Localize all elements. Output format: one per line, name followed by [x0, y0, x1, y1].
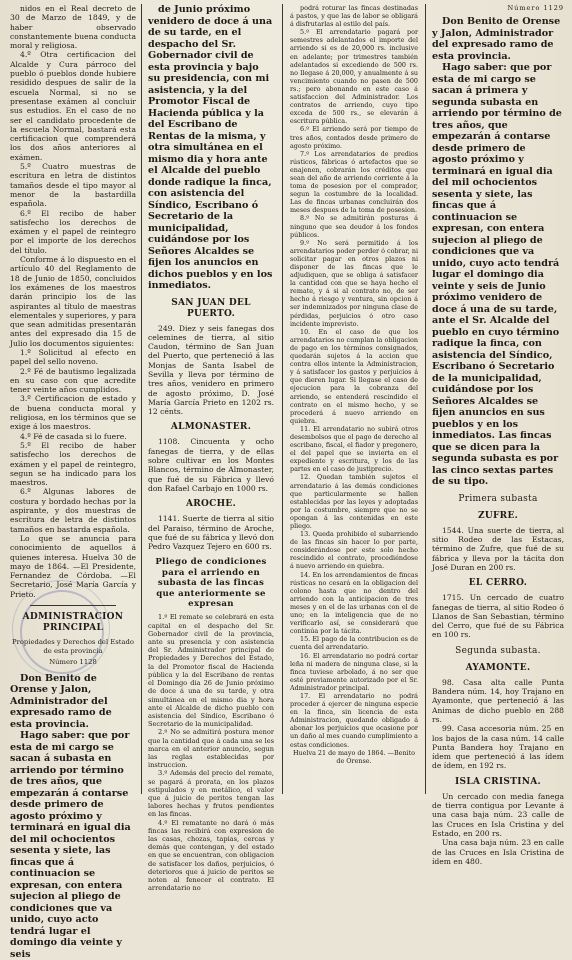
condition: 1.º El remate se celebrará en esta capital en el despacho del Sr. Gobernador civil de la provincia, ante su presencia y con asistencia del Sr. Administrador principal de Propiedades y Derechos del Estado, la del Promotor fiscal de Hacienda pública y la del Escribano de rentas el Domingo dia 26 de Junio próximo de doce á una de su tarde, y otra simultánea en el mismo dia y hora ante el Alcalde de dicho pueblo con asistencia del Síndico, Escribano ó Secretario de la municipalidad. — [148, 613, 274, 729]
number-label: Número 1129 — [507, 4, 564, 12]
paragraph: 4.º Otra certificacion del Alcalde y Cura párroco del pueblo ó pueblos donde hubiere residido despues de salir de la escuela Normal, si no se presentase exámen al concluir sus estudios. En el caso de no ser el candidato procedente de la escuela Normal, bastará esta certificacion que comprenderá los dos años anteriores al exámen. — [10, 50, 136, 162]
paragraph: 4.º Fé de casada si lo fuere. — [20, 431, 127, 441]
date-signature: Huelva 21 de mayo de 1864. —Benito de Orense. — [292, 748, 416, 765]
property-entry: 1715. Un cercado de cuatro fanegas de tierra, al sitio Rodeo ó Llanos de San Sebastian, término del Cerro, que fué de su Fábrica en 100 rs. — [432, 593, 564, 640]
paragraph: 6.º Algunas labores de costura y bordado hechas por la aspirante, y dos muestras de escritura de letra de distintos tamaños en bastarda española. — [10, 487, 136, 534]
town-heading: AROCHE. — [185, 499, 237, 510]
property-entry: Una casa baja núm. 23 en calle de las Cruces en Isla Cristina de ídem en 480. — [432, 838, 564, 866]
section-subtitle: Propiedades y Derechos del Estado de esta provincia — [12, 638, 134, 656]
property-entry: 1544. Una suerte de tierra, al sitio Rodeo de las Estacas, término de Zufre, que fué de su fábrica y lleva por la tácita don José Duran en 200 rs. — [432, 525, 564, 572]
property-entry: 1141. Suerte de tierra al sitio del Paraiso, término de Aroche, que fué de su fábrica y llevó don Pedro Vazquez Tejero en 600 rs. — [148, 514, 274, 552]
announcement-continued: de Junio próximo venidero de doce á una de su tarde, en el despacho del Sr. Gobernador civil de esta provincia y bajo su presidencia, con mi asistencia, y la del Promotor Fiscal de Hacienda pública y la del Escribano de Rentas de la misma, y otra simultánea en el mismo dia y hora ante el Alcalde del pueblo donde radique la finca, con asistencia del Síndico, Escribano ó Secretario de la municipalidad, cuidándose por los Señores Alcaldes se fijen los anuncios en dichos pueblos y en los inmediatos. — [148, 4, 273, 291]
announcement-body: Hago saber: que por esta de mi cargo se sacan á primera y segunda subasta en arriendo por término de tres años, que empezarán á contarse desde primero de agosto próximo y terminará en igual dia del mil ochocientos sesenta y siete, las fincas que á continuacion se expresan, con entera sujecion al pliego de condiciones que va unido, cuyo acto tendrá lugar el domingo dia veinte y seis de Junio próximo venidero de doce á una de su tarde, ante el Sr. Alcalde del pueblo en cuyo término radique la finca, con asistencia del Síndico, Escribano ó Secretario de la municipalidad, cuidándose por los Señores Alcaldes se fijen anuncios en sus pueblos y en los inmediatos. Las fincas que se dicen para la segunda subasta es por las cinco sextas partes de su tipo. — [432, 62, 562, 488]
administrator-intro: Don Benito de Orense y Jalon, Administrador del expresado ramo de esta provincia. — [10, 672, 112, 730]
announcement-body: Hago saber: que por esta de mi cargo se sacan á subasta en arriendo por término de tres años, que empezarán á contarse desde primero de agosto próximo y terminará en igual dia del mil ochocientos sesenta y siete, las fincas que á continuacion se expresan, con entera sujecion al pliego de condiciones que va unido, cuyo acto tendrá lugar el domingo dia veinte y seis — [10, 730, 131, 960]
paragraph: 3.º Certificacion de estado y de buena conducta moral y religiosa, en los términos que se exige á los maestros. — [10, 394, 136, 432]
town-heading: AYAMONTE. — [465, 662, 531, 673]
condition: 14. En los arrendamientos de fincas rústicas no cesará en la obligacion del colono hasta que no dentro del arriendo con la anticipacion de tres meses y en el de las urbanas con el de uno; en la inteligencia que de no verificarlo así, se considerará que continúa por la tácita. — [290, 570, 418, 636]
town-heading: EL CERRO. — [468, 578, 528, 589]
condition: 6.º El arriendo será por tiempo de tres años, contados desde primero de agosto próximo. — [290, 125, 418, 150]
column-rule — [282, 4, 283, 794]
property-entry: Un cercado con media fanega de tierra contigua por Levante á una casa baja núm. 23 calle de las Cruces en Isla Cristina y del Estado, en 200 rs. — [432, 791, 564, 838]
column-3 — [290, 4, 418, 796]
column-4 — [432, 4, 564, 866]
conditions-heading: Pliego de condiciones para el arriendo en subasta de las fincas que anteriormente se expresan — [155, 557, 267, 610]
condition: 5.º El arrendatario pagará por semestres adelantados el importe del arriendo si es de 20,000 rs. inclusive en adelante; por trimestres también adelantados si excediendo de 500 rs. no llegase á 20,000, y anualmente á su vencimiento cuando no pasen de 500 rs.; pero abonando en este caso á satisfaccion del Administrador. Los contratos de arriendo, cuyo tipo exceda de 500 rs., se elevarán á escritura pública. — [290, 28, 418, 126]
town-heading: ISLA CRISTINA. — [455, 776, 541, 787]
section-title: ADMINISTRACION PRINCIPAL — [22, 612, 124, 633]
paragraph: Conforme á lo dispuesto en el artículo 40 del Reglamento de 18 de Junio de 1850, concluidos los exámenes de los maestros darán principio los de las aspirantes al título de maestras elementales y superiores, y para que sean admitidas presentarán antes del expresado dia 15 de Julio los documentos siguientes: — [10, 255, 136, 348]
condition: 11. El arrendatario no subirá otros desembolsos que el pago de derecho al escribano, fiscal, el fiador y pregonero, el del papel que se invierta en el expediente y escritura, y los de las partes en el caso de justiprecio. — [290, 424, 418, 474]
condition: 12. Quedan también sujetos el arrendatario á las demás condiciones que particularmente se hallen establecidas por las leyes y adoptadas por la costumbre, siempre que no se opongan á las contenidas en este pliego. — [290, 473, 418, 530]
column-rule — [141, 4, 142, 794]
administrator-intro: Don Benito de Orense y Jalon, Administrador del expresado ramo de esta provincia. — [432, 16, 561, 62]
paragraph: nidos en el Real decreto de 30 de Marzo de 1849, y de haber observado constantemente buena conducta moral y religiosa. — [10, 4, 136, 51]
auction-heading: Primera subasta — [458, 493, 538, 504]
condition: 7.º Los arrendatarios de predios rústicos, fábricas ó artefactos que se enajenen, cobrarán los créditos que sean del año de arriendo corriente á la toma de posesion por el comprador, segun la costumbre de la localidad. Las de fincas urbanas concluirán dos meses despues de la toma de posesion. — [290, 149, 418, 215]
property-entry: 99. Casa accesoria núm. 25 en los bajos de la casa núm. 14 calle Punta Bandera hoy Trajano en ídem que perteneció á las ídem de ídem, en 192 rs. — [432, 724, 564, 771]
property-entry: 249. Diez y seis fanegas dos celemines de tierra, al sitio Caudon, término de San Juan del Puerto, que perteneció á las Monjas de Santa Isabel de Sevilla y lleva por término de tres años, venidero en primero de agosto próximo, D. José María García Prieto en 1202 rs. 12 cénts. — [148, 323, 274, 417]
condition: 10. En el caso de que los arrendatarios no cumplan la obligacion de pago en los términos consignados, quedarán sujetos á la accion que contra ellos intente la Administracion, y á satisfacer los gastos y perjuicios á que dieren lugar. Si llegase el caso de ejecucion para la cobranza del arriendo, se entenderá rescindido el contrato en el mismo hecho, y se procederá á nuevo arriendo en quiebra. — [290, 327, 418, 425]
condition: 4.º El rematante no dará ó más fincas las recibirá con expresion de las casas, chozas, tapias, cercas y demás que contengan, y del estado en que se encuentran, con obligacion de satisfacer los daños, perjuicios, ó deterioros que á juicio de peritos se noten al fenecer el contrato. El arrendatario no — [148, 818, 274, 893]
paragraph: 5.º El recibo de haber satisfecho los derechos de exámen y el papel de reintegro, segun se ha indicado para los maestros. — [10, 440, 136, 488]
condition: 9.º No será permitido á los arrendatarios poder perder ó cobrar, ni solicitar pagar en otros plazos ni disponer de las fincas que le adjudiquen, que se obliga á satisfacer la cantidad con que se haya hecho el remate, y á si al contrato no, de ser hecho á riesgo y ventura, sin opcion á ser indemnizados por ninguna clase de pérdidas, perjuicios ó otro caso incidente imprevisto. — [290, 238, 418, 328]
signature-paragraph: Lo que se anuncia para conocimiento de aquellos á quienes interesa. Huelva 30 de mayo de 1864. —El Presidente, Fernandez de Córdoba. —El Secretario, José María García y Prieto. — [10, 533, 136, 599]
condition: 16. El arrendatario no podrá cortar leña ni madera de ninguna clase, si la finca tuviese arbolado, á no ser que esté previamente autorizado por el Sr. Administrador principal. — [290, 651, 418, 692]
town-heading: ALMONASTER. — [170, 422, 252, 433]
column-rule — [425, 4, 426, 794]
condition: 8.º No se admitirán posturas á ninguno que sea deudor á los fondos públicos. — [290, 214, 418, 239]
column-1 — [10, 4, 136, 960]
property-entry: 98. Casa alta calle Punta Bandera núm. 14, hoy Trajano en Ayamonte, que perteneció á las Animas de dicho pueblo en 288 rs. — [432, 677, 564, 724]
condition: 13. Queda prohibido el subarriendo de las fincas sin hacer lo por parte, considerándose por este solo hecho rescindido el contrato, procediéndose á nuevo arriendo en quiebra. — [290, 530, 418, 571]
paragraph: 5.º Cuatro muestras de escritura en letra de distintos tamaños desde el tipo mayor al menor de la bastardilla española. — [10, 162, 136, 209]
property-entry: 1108. Cincuenta y ocho fanegas de tierra, y de ellas sobre cultivar en los Montes Blancos, término de Almonaster, que fué de su Fábrica y llevó don Rafael Carbajo en 1000 rs. — [148, 437, 274, 493]
paragraph: 2.º Fé de bautismo legalizada en su caso con que acredite tener veinte años cumplidos. — [10, 366, 136, 395]
condition: 15. El pago de la contribucion es de cuenta del arrendatario. — [290, 635, 418, 652]
condition: 17. El arrendatario no podrá proceder á ejercer de ninguna especie en la finca, sin licencia de esta Administracion, quedando obligado á abonar los perjuicios que ocasione por un daño al mes cuando cumplimiento a estas condiciones. — [290, 691, 418, 749]
paragraph: 6.º El recibo de haber satisfecho los derechos de exámen y el papel de reintegro por el importe de los derechos del título. — [10, 208, 136, 255]
divider — [30, 605, 116, 606]
auction-heading: Segunda subasta. — [455, 645, 541, 656]
section-number: Número 1128 — [49, 657, 97, 666]
condition: podrá roturar las fincas destinadas á pastos, y que las de labor se obligará á disfrutarlas al estilo del país. — [290, 4, 418, 29]
town-heading: ZUFRE. — [477, 510, 519, 521]
column-2 — [148, 4, 274, 893]
condition: 3.º Además del precio del remate, se pagará á prorata, en los plazos estipulados y en metálico, el valor que á juicio de peritos tengan las labores hechas y frutos pendientes en las fincas. — [148, 769, 274, 819]
town-heading: SAN JUAN DEL PUERTO. — [171, 297, 251, 319]
condition: 2.º No se admitirá postura menor que la cantidad que á cada una se les marca en el anterior anuncio, segun las reglas establecidas por instruccion. — [148, 728, 274, 770]
paragraph: 1.º Solicitud al efecto en papel del sello noveno. — [10, 347, 136, 367]
